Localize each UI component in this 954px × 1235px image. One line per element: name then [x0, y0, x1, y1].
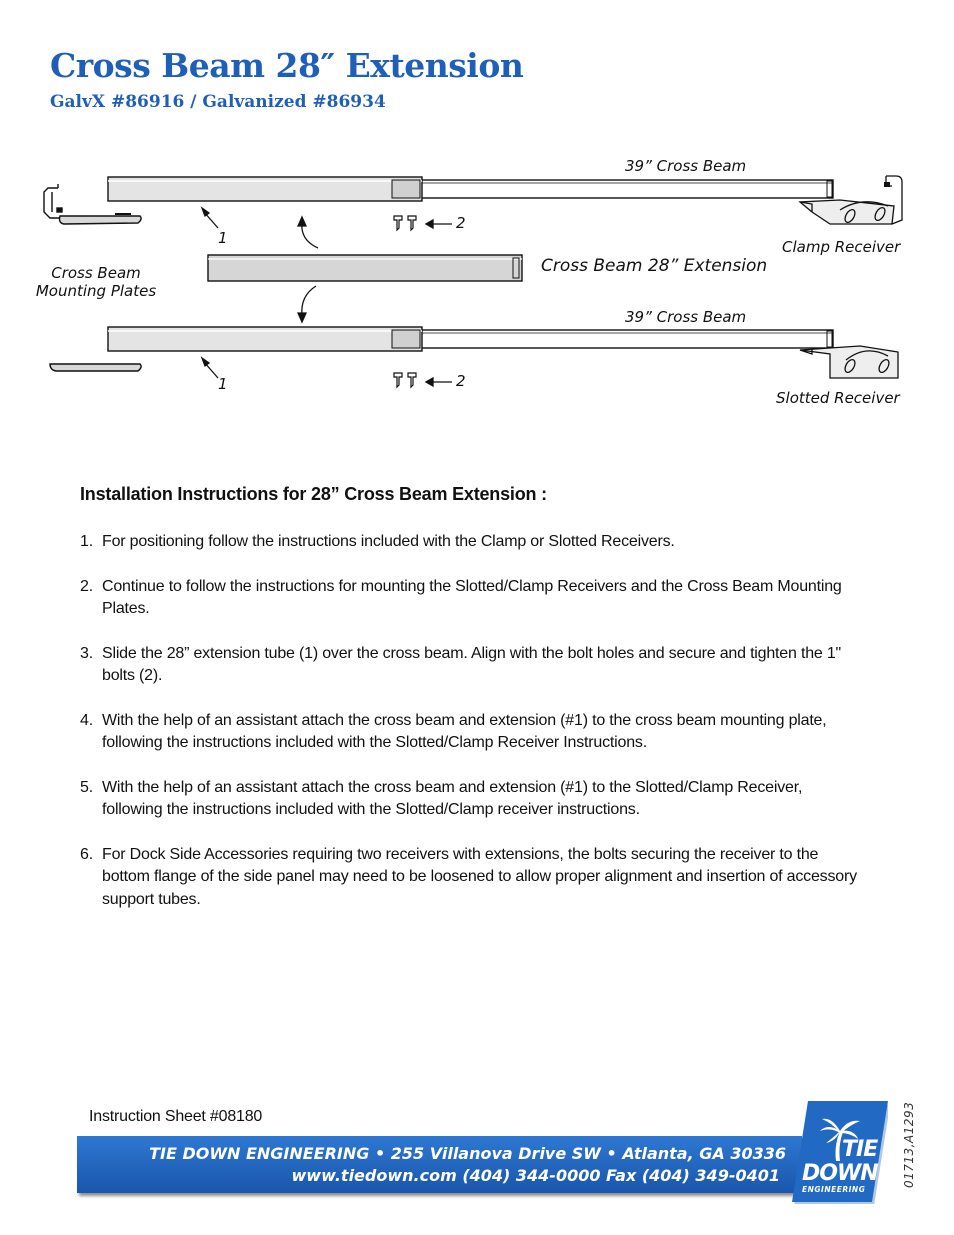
callout-2-bottom: 2 — [456, 372, 466, 390]
tie-down-logo — [792, 1101, 888, 1204]
instruction-step — [80, 643, 862, 688]
step-text: For Dock Side Accessories requiring two receivers with extensions, the bolts securing the receiver to the bottom flange of the side panel may need to be loosened to allow proper alignment and insertion of accessory support tubes. — [102, 845, 857, 908]
step-number: 6. — [80, 845, 93, 863]
assembly-diagram — [0, 140, 954, 430]
revision-code: 01713,A1293 — [902, 1101, 916, 1188]
callout-arrow-1-bottom — [202, 358, 218, 378]
mounting-plate-bottom — [50, 364, 141, 371]
instruction-step — [80, 777, 862, 822]
bottom-beam-label: 39” Cross Beam — [625, 308, 747, 326]
curved-arrow-down — [298, 286, 316, 322]
company-contact[interactable]: www.tiedown.com (404) 344-0000 Fax (404) 349-0401 — [291, 1166, 780, 1185]
step-number: 5. — [80, 778, 93, 796]
cross-beam-top — [420, 180, 833, 198]
callout-1-top: 1 — [218, 229, 228, 247]
clamp-receiver-label: Clamp Receiver — [782, 238, 901, 256]
step-text: For positioning follow the instructions included with the Clamp or Slotted Receivers. — [102, 533, 675, 550]
callout-1-bottom: 1 — [218, 375, 228, 393]
page-title: Cross Beam 28″ Extension — [50, 46, 524, 85]
curved-arrow-up — [298, 217, 318, 248]
extension-tube-top — [108, 177, 422, 201]
step-text: With the help of an assistant attach the cross beam and extension (#1) to the Slotted/Clamp Receiver, following the instructions included with the Slotted/Clamp receiver instructions. — [102, 778, 803, 818]
instruction-step — [80, 844, 862, 912]
step-number: 1. — [80, 533, 93, 550]
logo-tie-text: TIE — [842, 1137, 878, 1162]
mounting-plates-line2: Mounting Plates — [35, 282, 157, 300]
top-beam-label: 39” Cross Beam — [625, 157, 747, 175]
step-text: Slide the 28” extension tube (1) over the cross beam. Align with the bolt holes and secure and tighten the 1" bolts (2). — [102, 644, 842, 684]
instruction-sheet-number: Instruction Sheet #08180 — [89, 1108, 263, 1125]
bolts-bottom — [394, 373, 416, 387]
step-number: 4. — [80, 711, 93, 729]
step-number: 3. — [80, 644, 93, 662]
part-numbers: GalvX #86916 / Galvanized #86934 — [50, 92, 386, 112]
instructions-heading: Installation Instructions for 28” Cross Beam Extension : — [80, 484, 547, 504]
step-text: Continue to follow the instructions for mounting the Slotted/Clamp Receivers and the Cross Beam Mounting Plates. — [102, 577, 842, 617]
slotted-receiver-label: Slotted Receiver — [776, 389, 900, 407]
instruction-step — [80, 710, 862, 755]
callout-arrow-2-top — [426, 220, 452, 228]
callout-arrow-2-bottom — [426, 378, 452, 386]
callout-2-top: 2 — [456, 214, 466, 232]
cross-beam-bottom — [420, 330, 833, 348]
callout-arrow-1-top — [202, 208, 218, 228]
instruction-step — [80, 531, 862, 554]
mounting-plates-line1: Cross Beam — [51, 264, 141, 282]
bolts-top — [394, 216, 416, 230]
extension-tube-bottom — [108, 327, 422, 351]
company-address: TIE DOWN ENGINEERING • 255 Villanova Drive SW • Atlanta, GA 30336 — [149, 1144, 786, 1163]
slotted-receiver — [800, 346, 898, 378]
extension-tube-middle — [208, 255, 522, 281]
extension-label: Cross Beam 28” Extension — [541, 256, 768, 276]
logo-engineering-text: ENGINEERING — [802, 1185, 866, 1194]
mounting-plates-label — [20, 264, 172, 300]
logo-down-text: DOWN — [802, 1161, 878, 1186]
installation-instructions — [80, 484, 880, 933]
instruction-step — [80, 576, 862, 621]
step-number: 2. — [80, 577, 93, 595]
footer-contact-bar — [77, 1136, 802, 1193]
step-text: With the help of an assistant attach the cross beam and extension (#1) to the cross beam mounting plate, following the instructions included with the Slotted/Clamp Receiver Instructions. — [102, 711, 827, 751]
